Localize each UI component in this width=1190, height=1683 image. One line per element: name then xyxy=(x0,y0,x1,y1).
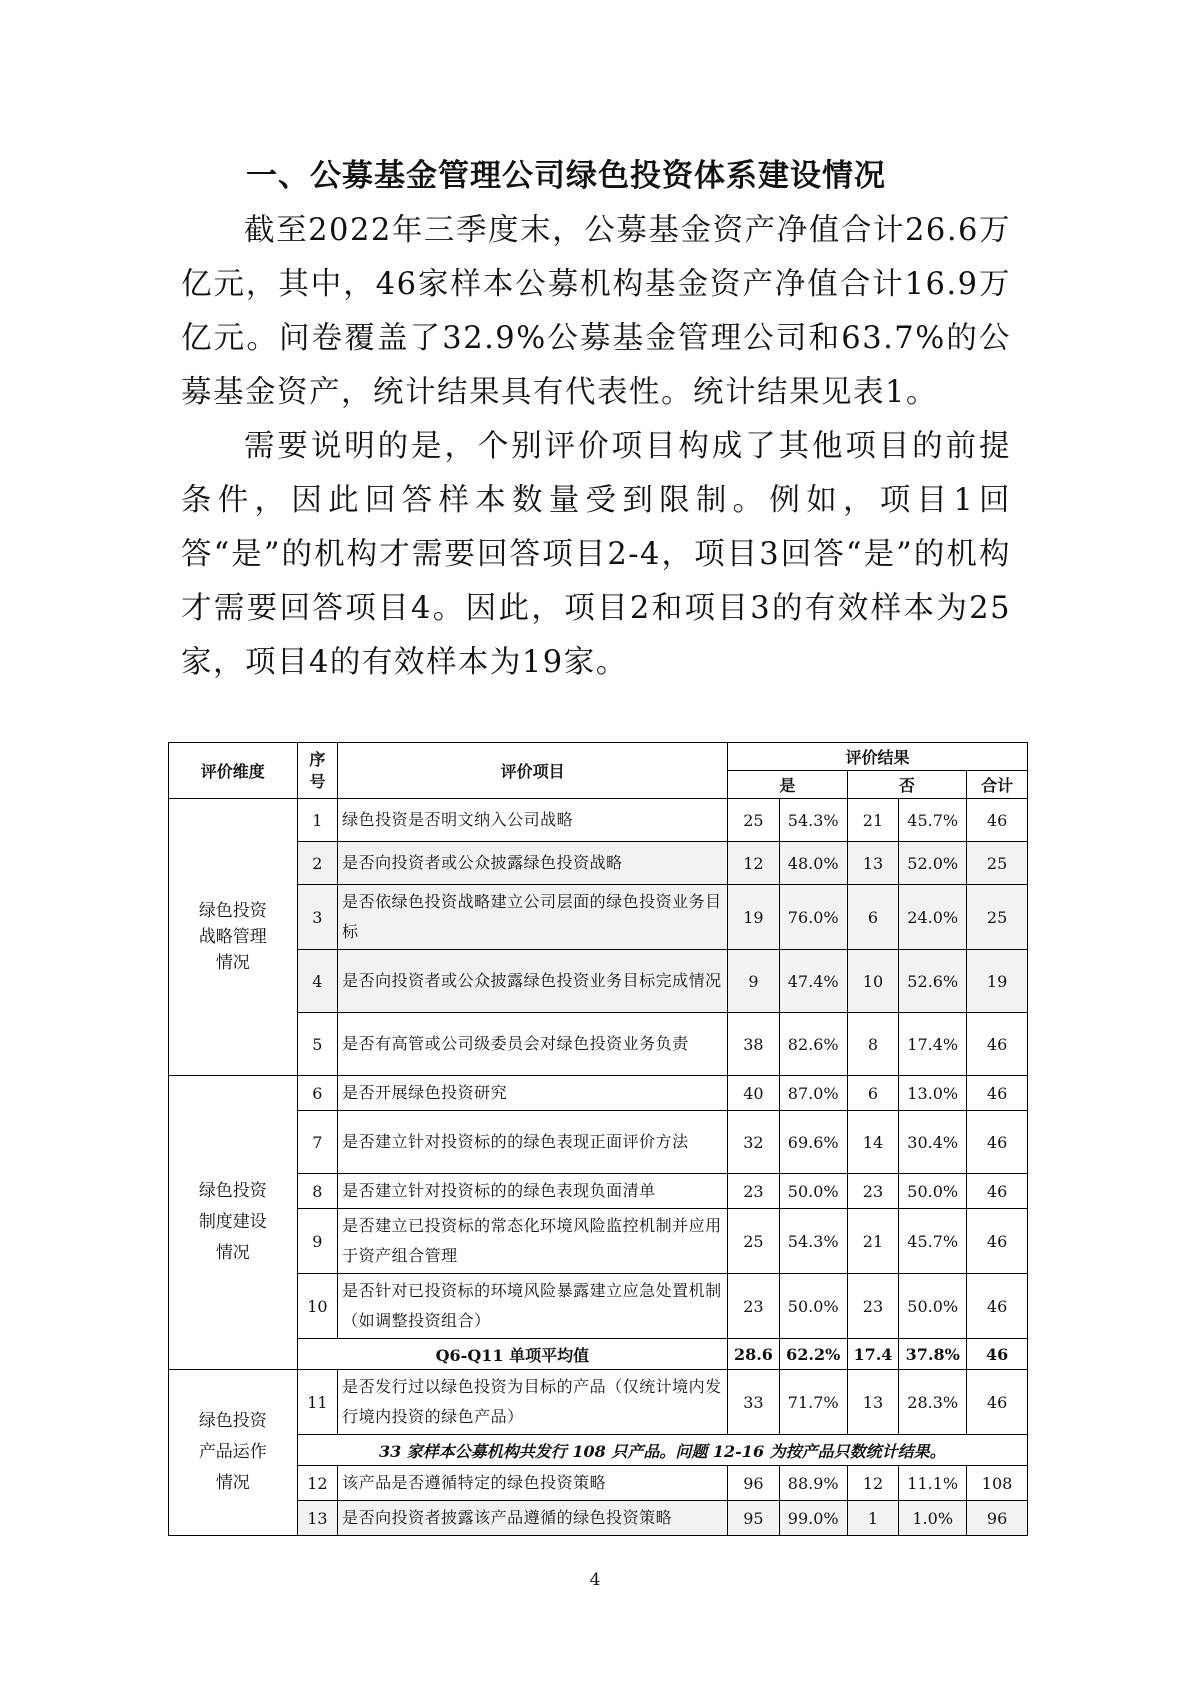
row-no: 4 xyxy=(297,950,338,1013)
yes-count: 96 xyxy=(728,1466,780,1501)
yes-count: 32 xyxy=(728,1111,780,1174)
table-row xyxy=(169,950,1028,1013)
table-row xyxy=(169,799,1028,842)
yes-pct: 82.6% xyxy=(779,1013,847,1076)
no-pct: 30.4% xyxy=(899,1111,967,1174)
total-count: 46 xyxy=(967,1274,1028,1339)
no-pct: 11.1% xyxy=(899,1466,967,1501)
page-number: 4 xyxy=(589,1570,601,1590)
average-row xyxy=(169,1339,1028,1370)
average-no-pct: 37.8% xyxy=(899,1339,967,1370)
row-no: 8 xyxy=(297,1174,338,1209)
yes-pct: 71.7% xyxy=(779,1370,847,1435)
average-total: 46 xyxy=(967,1339,1028,1370)
total-count: 46 xyxy=(967,1370,1028,1435)
section-heading: 一、公募基金管理公司绿色投资体系建设情况 xyxy=(246,158,886,194)
no-count: 23 xyxy=(847,1274,899,1339)
row-no: 1 xyxy=(297,799,338,842)
row-no: 7 xyxy=(297,1111,338,1174)
row-no: 6 xyxy=(297,1076,338,1111)
row-item: 是否依绿色投资战略建立公司层面的绿色投资业务目标 xyxy=(338,885,728,950)
no-pct: 17.4% xyxy=(899,1013,967,1076)
row-item: 是否向投资者或公众披露绿色投资业务目标完成情况 xyxy=(338,950,728,1013)
yes-pct: 99.0% xyxy=(779,1501,847,1536)
table-row xyxy=(169,1466,1028,1501)
yes-pct: 47.4% xyxy=(779,950,847,1013)
no-pct: 24.0% xyxy=(899,885,967,950)
no-pct: 13.0% xyxy=(899,1076,967,1111)
note-row xyxy=(169,1435,1028,1466)
yes-count: 19 xyxy=(728,885,780,950)
table-row xyxy=(169,842,1028,885)
row-item: 绿色投资是否明文纳入公司战略 xyxy=(338,799,728,842)
table-row xyxy=(169,885,1028,950)
yes-count: 12 xyxy=(728,842,780,885)
dimension-cell: 绿色投资产品运作情况 xyxy=(169,1370,298,1536)
no-pct: 45.7% xyxy=(899,799,967,842)
total-count: 46 xyxy=(967,1076,1028,1111)
table-row xyxy=(169,1370,1028,1435)
row-no: 12 xyxy=(297,1466,338,1501)
yes-count: 33 xyxy=(728,1370,780,1435)
header-result: 评价结果 xyxy=(728,743,1028,771)
no-count: 10 xyxy=(847,950,899,1013)
header-no-answer: 否 xyxy=(847,771,967,799)
average-label: Q6-Q11 单项平均值 xyxy=(297,1339,727,1370)
yes-count: 38 xyxy=(728,1013,780,1076)
table-row xyxy=(169,1013,1028,1076)
yes-pct: 69.6% xyxy=(779,1111,847,1174)
no-pct: 28.3% xyxy=(899,1370,967,1435)
no-count: 13 xyxy=(847,1370,899,1435)
yes-pct: 88.9% xyxy=(779,1466,847,1501)
no-count: 6 xyxy=(847,885,899,950)
total-count: 108 xyxy=(967,1466,1028,1501)
no-count: 12 xyxy=(847,1466,899,1501)
table-row xyxy=(169,1174,1028,1209)
row-item: 是否开展绿色投资研究 xyxy=(338,1076,728,1111)
evaluation-table xyxy=(168,742,1028,1536)
header-no: 序号 xyxy=(297,743,338,799)
yes-pct: 50.0% xyxy=(779,1174,847,1209)
total-count: 25 xyxy=(967,842,1028,885)
dimension-cell: 绿色投资制度建设情况 xyxy=(169,1076,298,1370)
total-count: 46 xyxy=(967,799,1028,842)
total-count: 96 xyxy=(967,1501,1028,1536)
row-item: 是否建立针对投资标的的绿色表现正面评价方法 xyxy=(338,1111,728,1174)
yes-count: 25 xyxy=(728,799,780,842)
yes-pct: 54.3% xyxy=(779,799,847,842)
row-item: 是否向投资者或公众披露绿色投资战略 xyxy=(338,842,728,885)
total-count: 19 xyxy=(967,950,1028,1013)
yes-count: 40 xyxy=(728,1076,780,1111)
average-no-count: 17.4 xyxy=(847,1339,899,1370)
no-count: 6 xyxy=(847,1076,899,1111)
yes-pct: 50.0% xyxy=(779,1274,847,1339)
yes-count: 23 xyxy=(728,1174,780,1209)
header-yes: 是 xyxy=(728,771,848,799)
row-no: 2 xyxy=(297,842,338,885)
row-no: 5 xyxy=(297,1013,338,1076)
yes-count: 95 xyxy=(728,1501,780,1536)
no-count: 1 xyxy=(847,1501,899,1536)
no-pct: 50.0% xyxy=(899,1274,967,1339)
yes-pct: 54.3% xyxy=(779,1209,847,1274)
no-pct: 45.7% xyxy=(899,1209,967,1274)
yes-count: 25 xyxy=(728,1209,780,1274)
yes-pct: 76.0% xyxy=(779,885,847,950)
row-no: 3 xyxy=(297,885,338,950)
table-row xyxy=(169,1076,1028,1111)
yes-pct: 48.0% xyxy=(779,842,847,885)
no-count: 14 xyxy=(847,1111,899,1174)
row-no: 10 xyxy=(297,1274,338,1339)
row-item: 是否针对已投资标的环境风险暴露建立应急处置机制（如调整投资组合） xyxy=(338,1274,728,1339)
average-yes-pct: 62.2% xyxy=(779,1339,847,1370)
row-no: 13 xyxy=(297,1501,338,1536)
header-dimension: 评价维度 xyxy=(169,743,298,799)
row-no: 9 xyxy=(297,1209,338,1274)
total-count: 46 xyxy=(967,1209,1028,1274)
average-yes-count: 28.6 xyxy=(728,1339,780,1370)
row-item: 是否发行过以绿色投资为目标的产品（仅统计境内发行境内投资的绿色产品） xyxy=(338,1370,728,1435)
no-pct: 52.6% xyxy=(899,950,967,1013)
no-count: 13 xyxy=(847,842,899,885)
paragraph-2: 需要说明的是，个别评价项目构成了其他项目的前提条件，因此回答样本数量受到限制。例如，项目1回答“是”的机构才需要回答项目2-4，项目3回答“是”的机构才需要回答项目4。因此，项目2和项目3的有效样本为25家，项目4的有效样本为19家。 xyxy=(181,429,1011,680)
row-item: 是否建立针对投资标的的绿色表现负面清单 xyxy=(338,1174,728,1209)
sample-note: 33 家样本公募机构共发行 108 只产品。问题 12-16 为按产品只数统计结果。 xyxy=(297,1435,1027,1466)
yes-pct: 87.0% xyxy=(779,1076,847,1111)
no-count: 8 xyxy=(847,1013,899,1076)
header-total: 合计 xyxy=(967,771,1028,799)
total-count: 46 xyxy=(967,1174,1028,1209)
total-count: 46 xyxy=(967,1111,1028,1174)
row-item: 该产品是否遵循特定的绿色投资策略 xyxy=(338,1466,728,1501)
dimension-cell: 绿色投资战略管理情况 xyxy=(169,799,298,1076)
no-count: 21 xyxy=(847,1209,899,1274)
table-row xyxy=(169,1274,1028,1339)
row-no: 11 xyxy=(297,1370,338,1435)
no-pct: 1.0% xyxy=(899,1501,967,1536)
total-count: 46 xyxy=(967,1013,1028,1076)
no-pct: 52.0% xyxy=(899,842,967,885)
yes-count: 9 xyxy=(728,950,780,1013)
no-count: 23 xyxy=(847,1174,899,1209)
table-row xyxy=(169,1111,1028,1174)
paragraph-1: 截至2022年三季度末，公募基金资产净值合计26.6万亿元，其中，46家样本公募机构基金资产净值合计16.9万亿元。问卷覆盖了32.9%公募基金管理公司和63.7%的公募基金资产，统计结果具有代表性。统计结果见表1。 xyxy=(181,213,1011,410)
total-count: 25 xyxy=(967,885,1028,950)
yes-count: 23 xyxy=(728,1274,780,1339)
header-item: 评价项目 xyxy=(338,743,728,799)
row-item: 是否有高管或公司级委员会对绿色投资业务负责 xyxy=(338,1013,728,1076)
table-row xyxy=(169,1501,1028,1536)
table-row xyxy=(169,1209,1028,1274)
row-item: 是否向投资者披露该产品遵循的绿色投资策略 xyxy=(338,1501,728,1536)
no-pct: 50.0% xyxy=(899,1174,967,1209)
row-item: 是否建立已投资标的常态化环境风险监控机制并应用于资产组合管理 xyxy=(338,1209,728,1274)
no-count: 21 xyxy=(847,799,899,842)
